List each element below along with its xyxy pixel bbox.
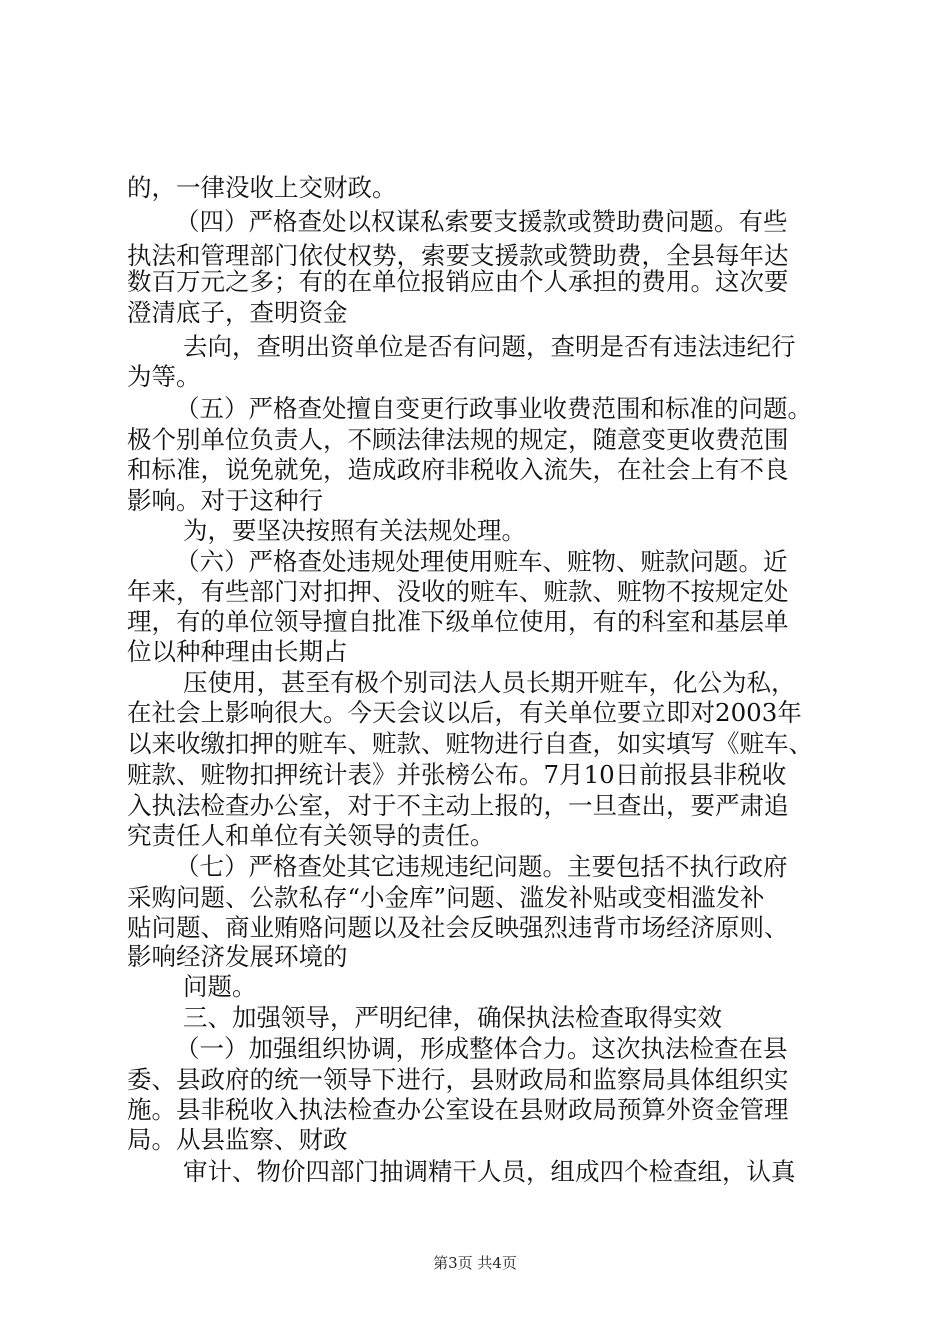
text-line: 年来，有些部门对扣押、没收的赃车、赃款、赃物不按规定处	[127, 577, 789, 606]
text-line: 澄清底子，查明资金	[127, 298, 348, 327]
text-line: 贴问题、商业贿赂问题以及社会反映强烈违背市场经济原则、	[127, 913, 789, 942]
text-line: 以来收缴扣押的赃车、赃款、赃物进行自查，如实填写《赃车、	[127, 729, 813, 758]
text-line: （一）加强组织协调，形成整体合力。这次执法检查在县	[175, 1034, 788, 1063]
text-line: 位以种种理由长期占	[127, 637, 348, 666]
text-line: 问题。	[183, 972, 257, 1001]
text-line: （四）严格查处以权谋私索要支援款或赞助费问题。有些	[175, 207, 788, 236]
text-line: 究责任人和单位有关领导的责任。	[127, 821, 495, 850]
text-line: 影响。对于这种行	[127, 486, 323, 515]
page-footer: 第3页 共4页	[433, 1254, 517, 1272]
text-line: 影响经济发展环境的	[127, 942, 348, 971]
text-line: 委、县政府的统一领导下进行，县财政局和监察局具体组织实	[127, 1065, 789, 1094]
text-line: 理，有的单位领导擅自批准下级单位使用，有的科室和基层单	[127, 607, 789, 636]
text-line: 赃款、赃物扣押统计表》并张榜公布。7月10日前报县非税收	[127, 760, 787, 789]
text-line: 压使用，甚至有极个别司法人员长期开赃车，化公为私，	[183, 668, 796, 697]
text-line: （五）严格查处擅自变更行政事业收费范围和标准的问题。	[175, 394, 812, 423]
text-line: 执法和管理部门依仗权势，索要支援款或赞助费，全县每年达	[127, 241, 789, 270]
text-line: 为等。	[127, 362, 201, 391]
text-line: 审计、物价四部门抽调精干人员，组成四个检查组，认真	[183, 1157, 796, 1186]
text-line: 入执法检查办公室，对于不主动上报的，一旦查出，要严肃追	[127, 791, 789, 820]
text-line: 为，要坚决按照有关法规处理。	[183, 516, 526, 545]
text-line: （六）严格查处违规处理使用赃车、赃物、赃款问题。近	[175, 547, 788, 576]
section-heading: 三、加强领导，严明纪律，确保执法检查取得实效	[183, 1003, 722, 1032]
text-line: 去向，查明出资单位是否有问题，查明是否有违法违纪行	[183, 332, 796, 361]
text-line: （七）严格查处其它违规违纪问题。主要包括不执行政府	[175, 852, 788, 881]
text-line: 施。县非税收入执法检查办公室设在县财政局预算外资金管理	[127, 1095, 789, 1124]
text-line: 和标准，说免就免，造成政府非税收入流失，在社会上有不良	[127, 455, 789, 484]
text-line: 的，一律没收上交财政。	[127, 173, 397, 202]
text-line: 在社会上影响很大。今天会议以后，有关单位要立即对2003年	[127, 698, 802, 727]
text-line: 采购问题、公款私存“小金库”问题、滥发补贴或变相滥发补	[127, 883, 765, 912]
text-line: 数百万元之多；有的在单位报销应由个人承担的费用。这次要	[127, 267, 789, 296]
text-line: 极个别单位负责人，不顾法律法规的规定，随意变更收费范围	[127, 425, 789, 454]
text-line: 局。从县监察、财政	[127, 1125, 348, 1154]
